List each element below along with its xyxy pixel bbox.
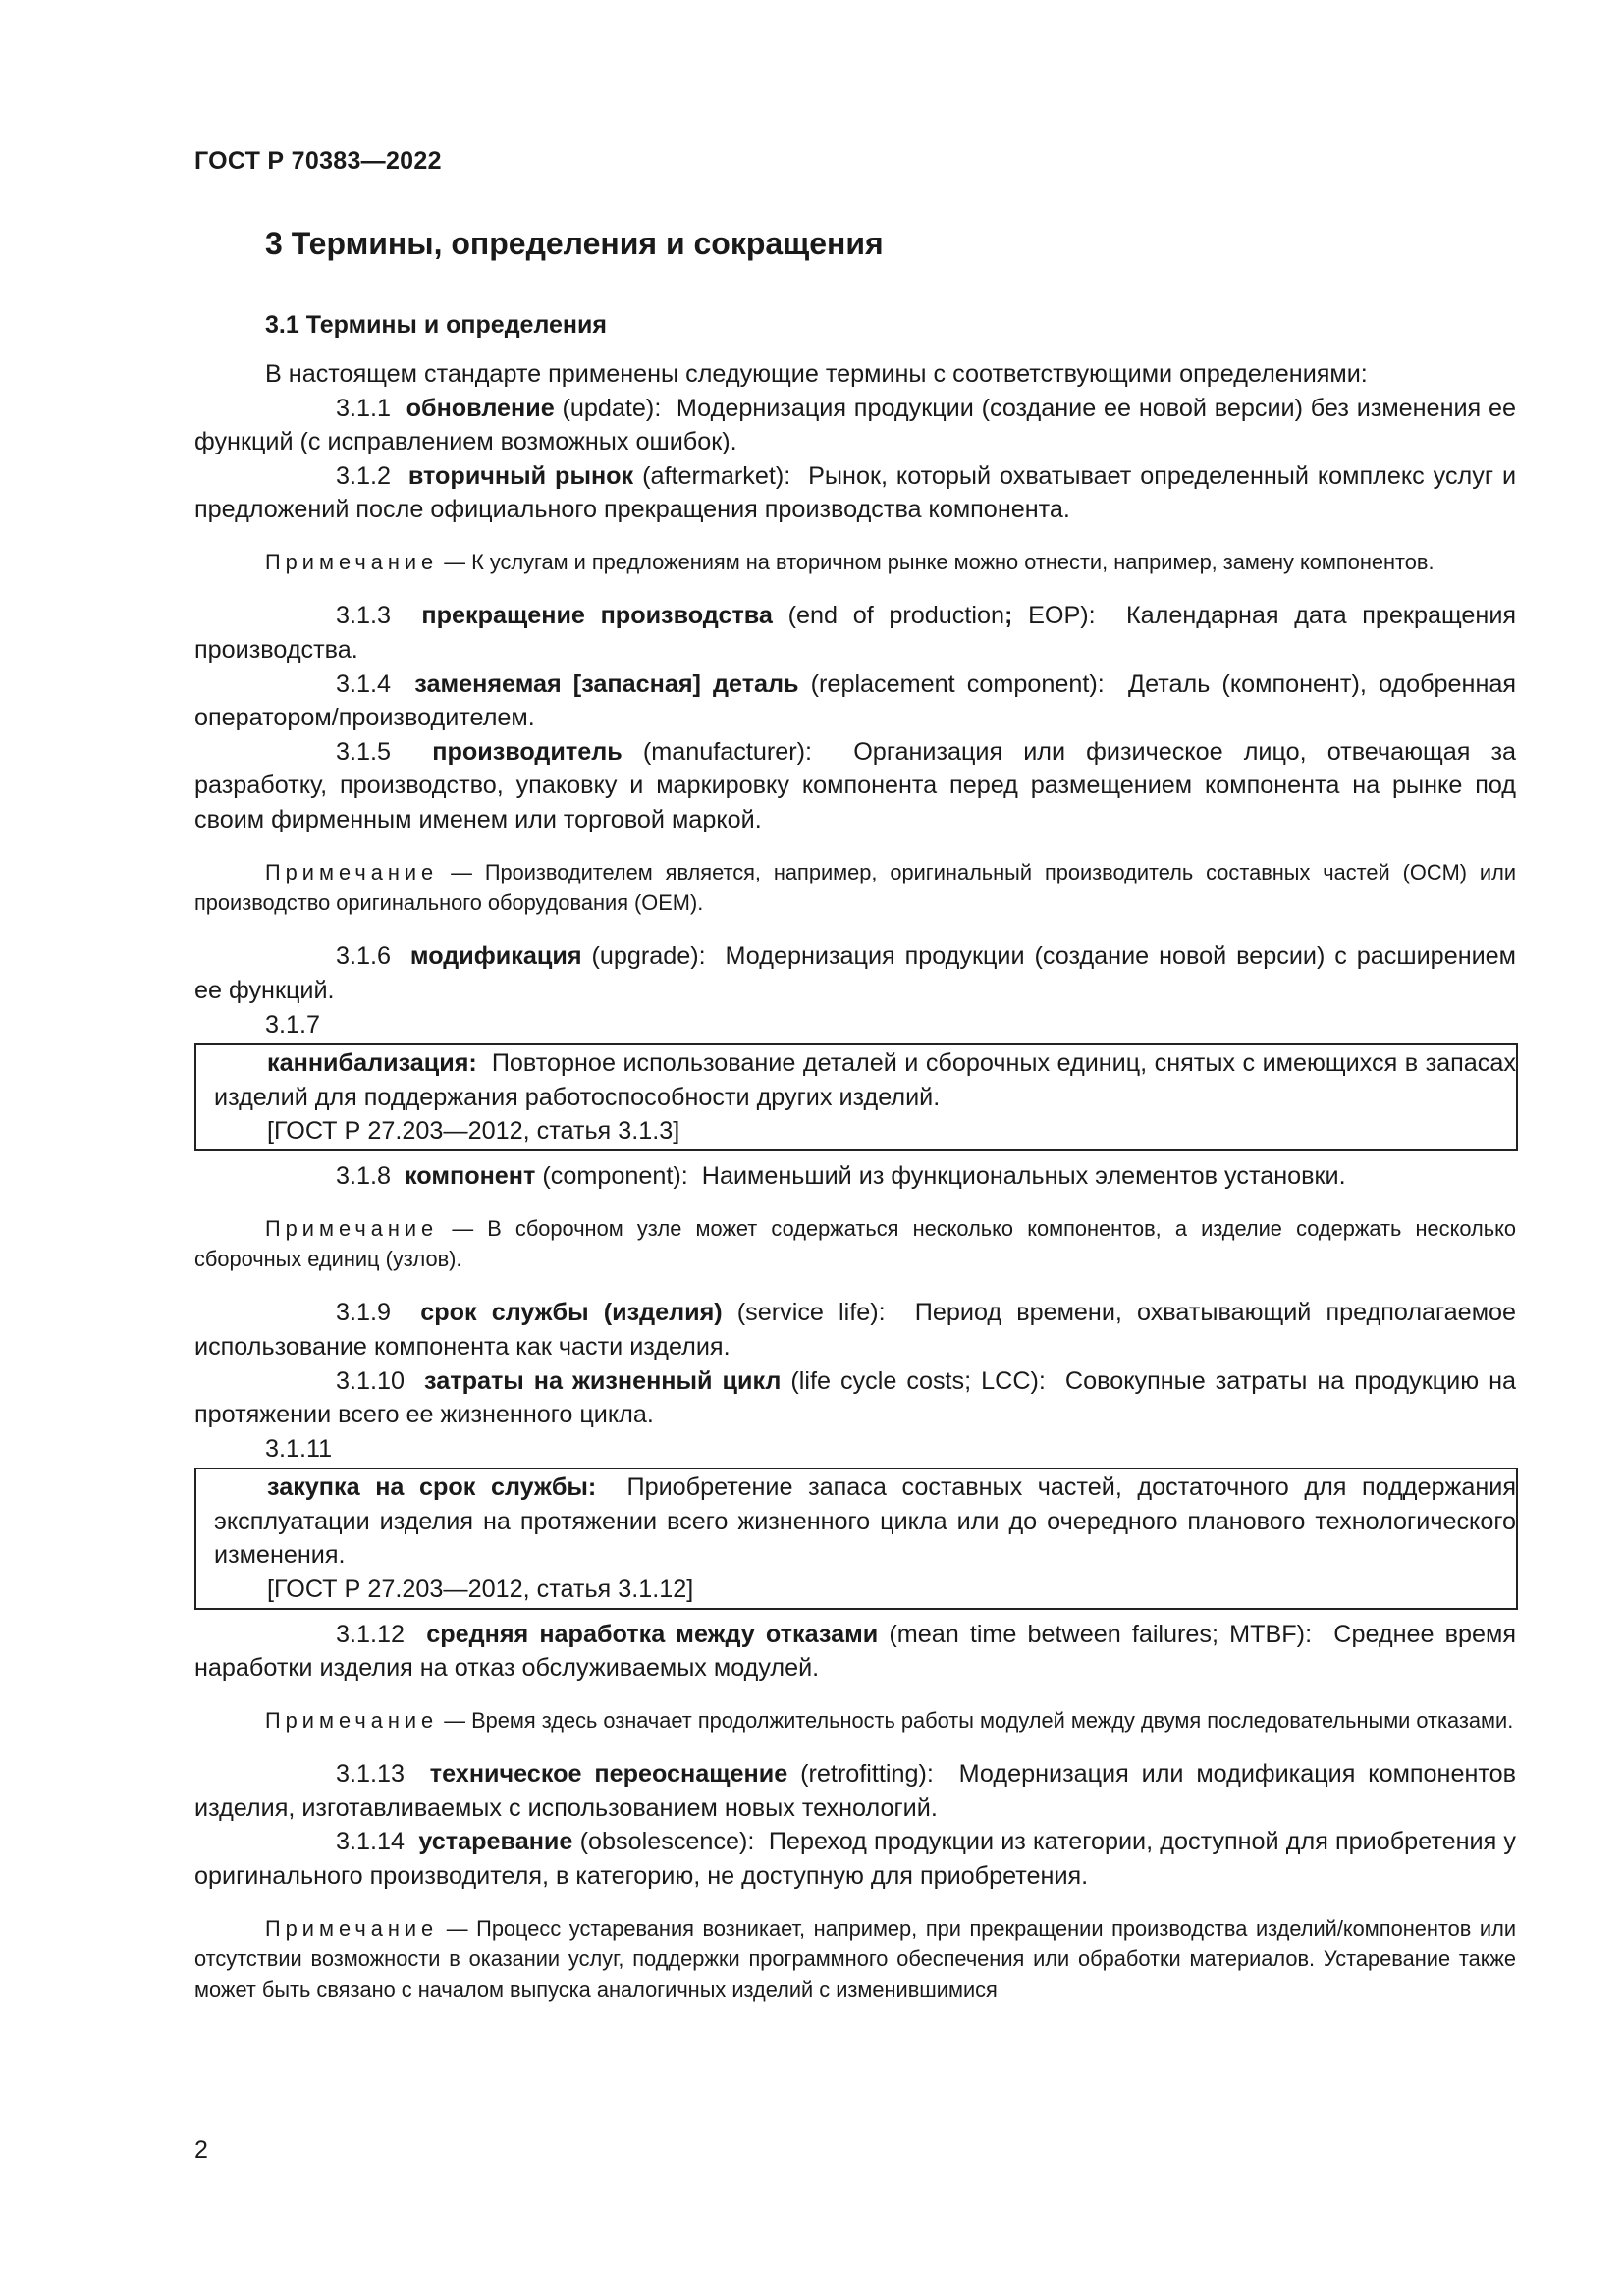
term-3-1-10	[194, 1364, 1516, 1432]
term-name: устаревание	[418, 1828, 573, 1856]
term-english: (service life):	[736, 1299, 886, 1327]
term-definition: Модернизация или модификация компонентов изделия, изготавливаемых с использованием новых технологий.	[194, 1760, 1517, 1822]
term-english: (update):	[562, 394, 662, 422]
term-3-1-6	[194, 939, 1516, 1007]
term-3-1-14	[194, 1825, 1516, 1893]
term-3-1-8	[194, 1159, 1516, 1194]
intro-paragraph: В настоящем стандарте применены следующие термины с соответствующими определениями:	[265, 360, 1368, 388]
note-3-1-2	[194, 547, 1516, 577]
term-name: затраты на жизненный цикл	[424, 1366, 782, 1395]
page-number: 2	[194, 2136, 208, 2163]
note-label: Примечание	[265, 1215, 439, 1241]
term-3-1-9	[194, 1296, 1516, 1363]
term-number: 3.1.14	[336, 1828, 406, 1856]
term-number: 3.1.8	[336, 1161, 392, 1190]
subsection-title: 3.1 Термины и определения	[265, 311, 607, 339]
term-english-separator: ;	[1004, 602, 1013, 630]
term-name: заменяемая [запасная] деталь	[414, 669, 799, 698]
term-definition: Деталь (компонент), одобренная оператором/производителем.	[194, 669, 1517, 732]
term-number: 3.1.10	[336, 1366, 406, 1395]
term-english: (aftermarket):	[642, 461, 791, 490]
document-code: ГОСТ Р 70383—2022	[194, 147, 442, 175]
term-3-1-2	[194, 459, 1516, 527]
term-3-1-1	[194, 392, 1516, 459]
term-english: (component):	[542, 1161, 688, 1190]
term-3-1-7-number: 3.1.7	[265, 1010, 321, 1039]
term-number: 3.1.2	[336, 461, 392, 490]
term-name: обновление	[406, 394, 555, 422]
term-3-1-7	[214, 1046, 1516, 1114]
term-number: 3.1.9	[336, 1299, 392, 1327]
note-text: — К услугам и предложениям на вторичном рынке можно отнести, например, замену компонентов.	[444, 549, 1435, 574]
term-english: (upgrade):	[591, 942, 706, 971]
term-definition: Рынок, который охватывает определенный комплекс услуг и предложений после официального прекращения производства компонента.	[194, 461, 1517, 524]
term-3-1-12	[194, 1618, 1516, 1685]
term-number: 3.1.13	[336, 1760, 406, 1789]
term-name: прекращение производства	[421, 602, 773, 630]
term-english: (obsolescence):	[579, 1828, 755, 1856]
note-3-1-14	[194, 1913, 1516, 2005]
term-number: 3.1.6	[336, 942, 392, 971]
term-3-1-5	[194, 735, 1516, 837]
term-name: модификация	[409, 942, 582, 971]
term-3-1-3	[194, 599, 1516, 667]
term-definition: Модернизация продукции (создание новой версии) с расширением ее функций.	[194, 942, 1517, 1004]
term-definition: Переход продукции из категории, доступной для приобретения у оригинального производителя, в категорию, не доступную для приобретения.	[194, 1828, 1517, 1891]
note-3-1-8	[194, 1213, 1516, 1275]
term-number: 3.1.12	[336, 1620, 406, 1648]
note-3-1-12	[194, 1705, 1516, 1735]
note-label: Примечание	[265, 1707, 439, 1733]
term-english: (life cycle costs; LCC):	[790, 1366, 1046, 1395]
note-text: — Время здесь означает продолжительность работы модулей между двумя последовательными отказами.	[444, 1707, 1514, 1733]
term-name: вторичный рынок	[407, 461, 634, 490]
term-name: компонент	[405, 1161, 536, 1190]
term-number: 3.1.1	[336, 394, 392, 422]
note-text: — В сборочном узле может содержаться несколько компонентов, а изделие содержать несколько сборочных единиц (узлов).	[194, 1215, 1516, 1271]
term-number: 3.1.5	[336, 737, 392, 766]
term-english: (end of production	[787, 602, 1004, 630]
term-definition: Совокупные затраты на продукцию на протяжении всего ее жизненного цикла.	[194, 1366, 1517, 1429]
term-definition: Приобретение запаса составных частей, достаточного для поддержания эксплуатации изделия на протяжении всего жизненного цикла или до очередного планового технологического изменения.	[214, 1473, 1516, 1570]
term-definition: Повторное использование деталей и сборочных единиц, снятых с имеющихся в запасах изделий для поддержания работоспособности других изделий.	[214, 1049, 1516, 1111]
term-name: каннибализация:	[267, 1049, 477, 1078]
term-english: (replacement component):	[810, 669, 1105, 698]
term-definition: Период времени, охватывающий предполагаемое использование компонента как части изделия.	[194, 1299, 1517, 1361]
term-english: (retrofitting):	[800, 1760, 934, 1789]
note-label: Примечание	[265, 1915, 439, 1941]
term-name: закупка на срок службы:	[267, 1473, 597, 1502]
term-definition: Организация или физическое лицо, отвечающая за разработку, производство, упаковку и маркировку компонента перед размещением компонента на рынке под своим фирменным именем или торговой маркой.	[194, 737, 1517, 833]
term-definition: Среднее время наработки изделия на отказ обслуживаемых модулей.	[194, 1620, 1517, 1682]
note-3-1-5	[194, 857, 1516, 919]
note-text: — Производителем является, например, оригинальный производитель составных частей (OCM) или производство оригинального оборудования (OEM).	[194, 859, 1516, 915]
term-definition: Наименьший из функциональных элементов установки.	[701, 1161, 1346, 1190]
term-3-1-4	[194, 667, 1516, 735]
quoted-term-box-3-1-11	[194, 1468, 1518, 1609]
term-name: срок службы (изделия)	[420, 1299, 723, 1327]
term-number: 3.1.3	[336, 602, 392, 630]
term-3-1-13	[194, 1757, 1516, 1825]
term-3-1-11	[214, 1470, 1516, 1573]
term-3-1-11-number: 3.1.11	[265, 1434, 333, 1463]
note-text: — Процесс устаревания возникает, например, при прекращении производства изделий/компонентов или отсутствии возможности в оказании услуг, поддержки программного обеспечения или обработки материалов. Устаревание также может быть связано с началом выпуска аналогичных изделий с изменившимися	[194, 1915, 1516, 2002]
term-source-reference: [ГОСТ Р 27.203—2012, статья 3.1.12]	[267, 1575, 694, 1604]
term-english: (manufacturer):	[642, 737, 813, 766]
note-label: Примечание	[265, 549, 439, 574]
term-source-reference: [ГОСТ Р 27.203—2012, статья 3.1.3]	[267, 1117, 680, 1146]
section-title: 3 Термины, определения и сокращения	[265, 226, 884, 261]
quoted-term-box-3-1-7	[194, 1043, 1518, 1151]
term-number: 3.1.4	[336, 669, 392, 698]
term-definition: Календарная дата прекращения производства.	[194, 602, 1517, 664]
document-body	[194, 357, 1516, 2027]
note-label: Примечание	[265, 859, 439, 884]
term-definition: Модернизация продукции (создание ее новой версии) без изменения ее функций (с исправлением возможных ошибок).	[194, 394, 1516, 456]
term-english-abbr: EOP):	[1028, 602, 1096, 630]
term-name: средняя наработка между отказами	[426, 1620, 879, 1648]
term-name: техническое переоснащение	[429, 1760, 788, 1789]
term-english: (mean time between failures; MTBF):	[889, 1620, 1313, 1648]
term-name: производитель	[432, 737, 623, 766]
